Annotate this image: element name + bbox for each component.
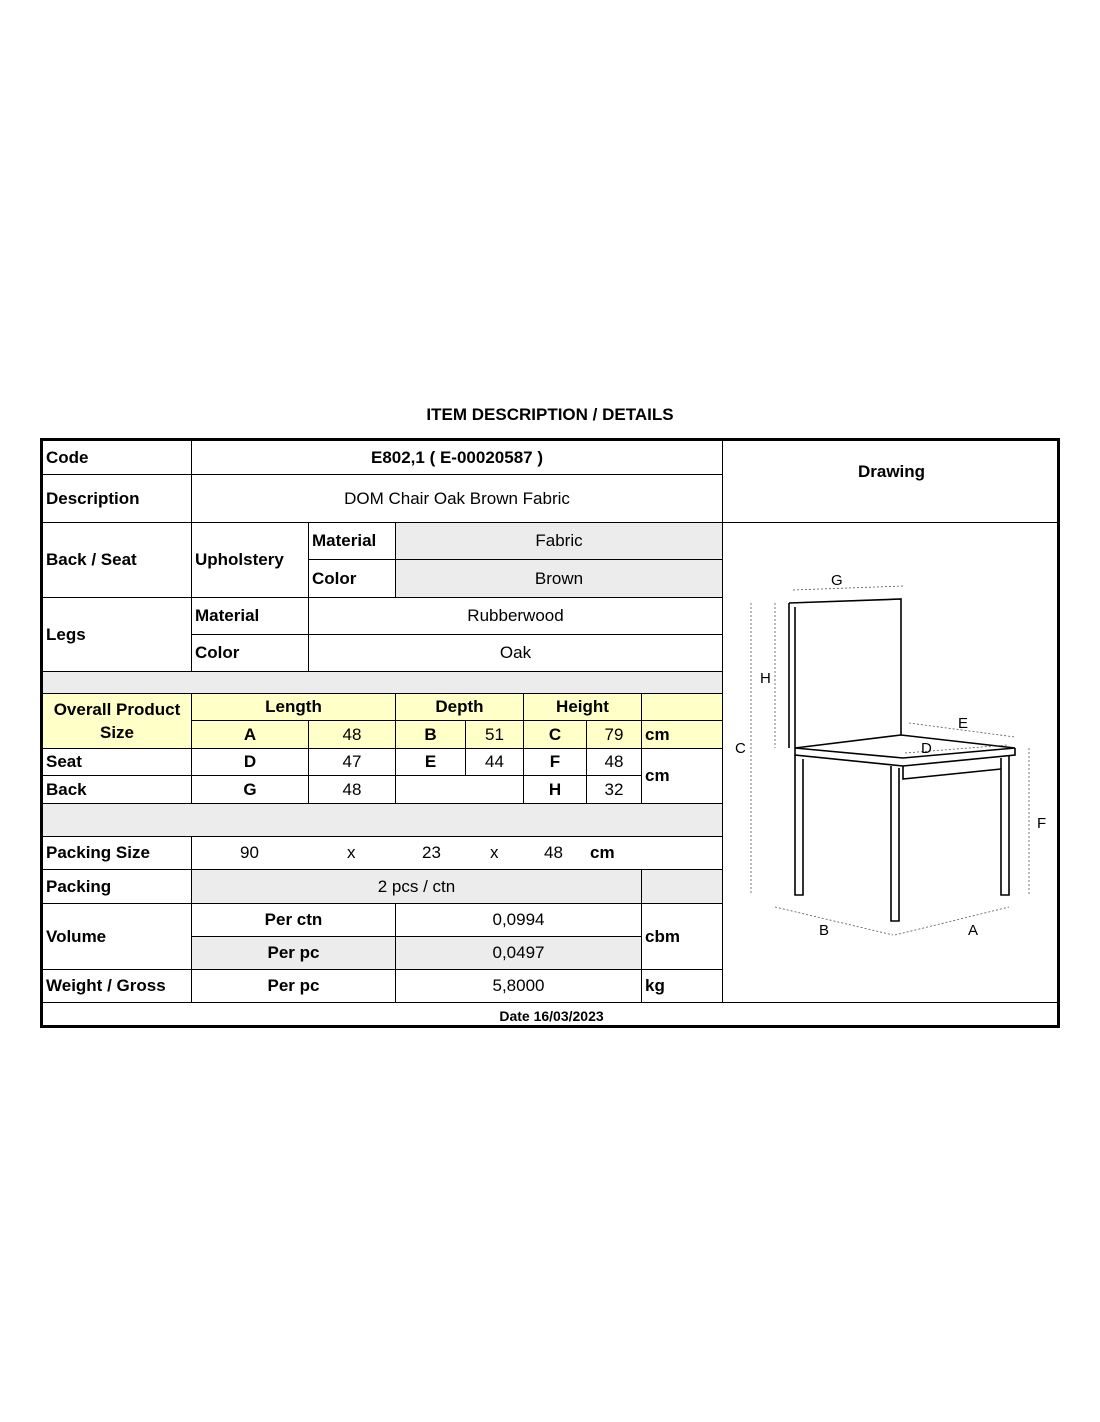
dim-e-value: 44 — [466, 749, 524, 776]
drawing-letter-b: B — [819, 922, 830, 939]
dim-d-value: 47 — [309, 749, 396, 776]
description-value: DOM Chair Oak Brown Fabric — [192, 475, 723, 523]
packing-value: 2 pcs / ctn — [192, 870, 642, 904]
drawing-letter-e: E — [958, 715, 969, 732]
volume-label: Volume — [43, 904, 192, 970]
drawing-letter-g: G — [831, 572, 843, 589]
upholstery-label: Upholstery — [192, 523, 309, 598]
volume-per-ctn-label: Per ctn — [192, 904, 396, 937]
legs-material-label: Material — [192, 598, 309, 635]
upholstery-material-label: Material — [309, 523, 396, 560]
dim-line-b — [775, 907, 893, 935]
date-footer: Date 16/03/2023 — [499, 1007, 604, 1024]
back-label: Back — [43, 776, 192, 804]
dim-d-letter: D — [192, 749, 309, 776]
weight-per-pc-label: Per pc — [192, 970, 396, 1003]
seat-label: Seat — [43, 749, 192, 776]
dim-a-value: 48 — [309, 721, 396, 749]
dim-c-letter: C — [524, 721, 587, 749]
dim-c-value: 79 — [587, 721, 642, 749]
packing-size-label: Packing Size — [43, 837, 192, 870]
packing-label: Packing — [43, 870, 192, 904]
dim-a-letter: A — [192, 721, 309, 749]
packing-blank — [642, 870, 723, 904]
code-label: Code — [43, 441, 192, 475]
length-header: Length — [192, 694, 396, 721]
packing-unit: cm — [590, 843, 615, 862]
packing-x2: x — [490, 843, 499, 862]
seat-outline — [795, 735, 1015, 758]
dim-g-value: 48 — [309, 776, 396, 804]
upholstery-material-value: Fabric — [396, 523, 723, 560]
dim-b-letter: B — [396, 721, 466, 749]
packing-size-row — [192, 837, 723, 870]
leg-front-right — [1001, 756, 1009, 895]
unit-header-blank — [642, 694, 723, 721]
back-seat-label: Back / Seat — [43, 523, 192, 598]
dim-f-value: 48 — [587, 749, 642, 776]
chair-drawing — [723, 523, 1060, 1003]
page-title: ITEM DESCRIPTION / DETAILS — [426, 405, 674, 424]
drawing-letter-c: C — [735, 740, 746, 757]
code-value: E802,1 ( E-00020587 ) — [192, 441, 723, 475]
dim-e-letter: E — [396, 749, 466, 776]
legs-label: Legs — [43, 598, 192, 672]
weight-label: Weight / Gross — [43, 970, 192, 1003]
packing-width: 23 — [422, 843, 441, 862]
spacer-row-2 — [43, 804, 723, 837]
leg-back-left — [795, 755, 803, 895]
dim-b-value: 51 — [466, 721, 524, 749]
back-blank — [396, 776, 524, 804]
weight-unit: kg — [642, 970, 723, 1003]
weight-value: 5,8000 — [396, 970, 642, 1003]
height-header: Height — [524, 694, 642, 721]
seat-back-unit: cm — [642, 749, 723, 804]
dim-h-value: 32 — [587, 776, 642, 804]
packing-length: 90 — [240, 843, 259, 862]
drawing-panel — [723, 523, 1060, 1003]
backrest-outline — [789, 599, 901, 735]
dim-g-letter: G — [192, 776, 309, 804]
upholstery-color-label: Color — [309, 560, 396, 598]
dim-f-letter: F — [524, 749, 587, 776]
leg-front-left — [891, 766, 899, 921]
drawing-letter-f: F — [1037, 815, 1047, 832]
description-label: Description — [43, 475, 192, 523]
legs-color-value: Oak — [309, 635, 723, 672]
overall-unit: cm — [642, 721, 723, 749]
details-sheet — [40, 438, 1060, 1028]
seat-rail — [903, 766, 1001, 779]
dim-line-g — [793, 586, 903, 590]
volume-unit: cbm — [642, 904, 723, 970]
dim-line-a — [895, 907, 1009, 935]
depth-header: Depth — [396, 694, 524, 721]
dim-h-letter: H — [524, 776, 587, 804]
upholstery-color-value: Brown — [396, 560, 723, 598]
volume-per-pc-label: Per pc — [192, 937, 396, 970]
packing-x1: x — [347, 843, 356, 862]
drawing-letter-d: D — [921, 740, 932, 757]
legs-material-value: Rubberwood — [309, 598, 723, 635]
volume-per-ctn-value: 0,0994 — [396, 904, 642, 937]
spacer-row — [43, 672, 723, 694]
drawing-letter-h: H — [760, 670, 771, 687]
drawing-header: Drawing — [723, 441, 1060, 523]
drawing-letter-a: A — [968, 922, 979, 939]
legs-color-label: Color — [192, 635, 309, 672]
packing-height: 48 — [544, 843, 563, 862]
volume-per-pc-value: 0,0497 — [396, 937, 642, 970]
overall-size-label: Overall Product Size — [43, 694, 192, 749]
